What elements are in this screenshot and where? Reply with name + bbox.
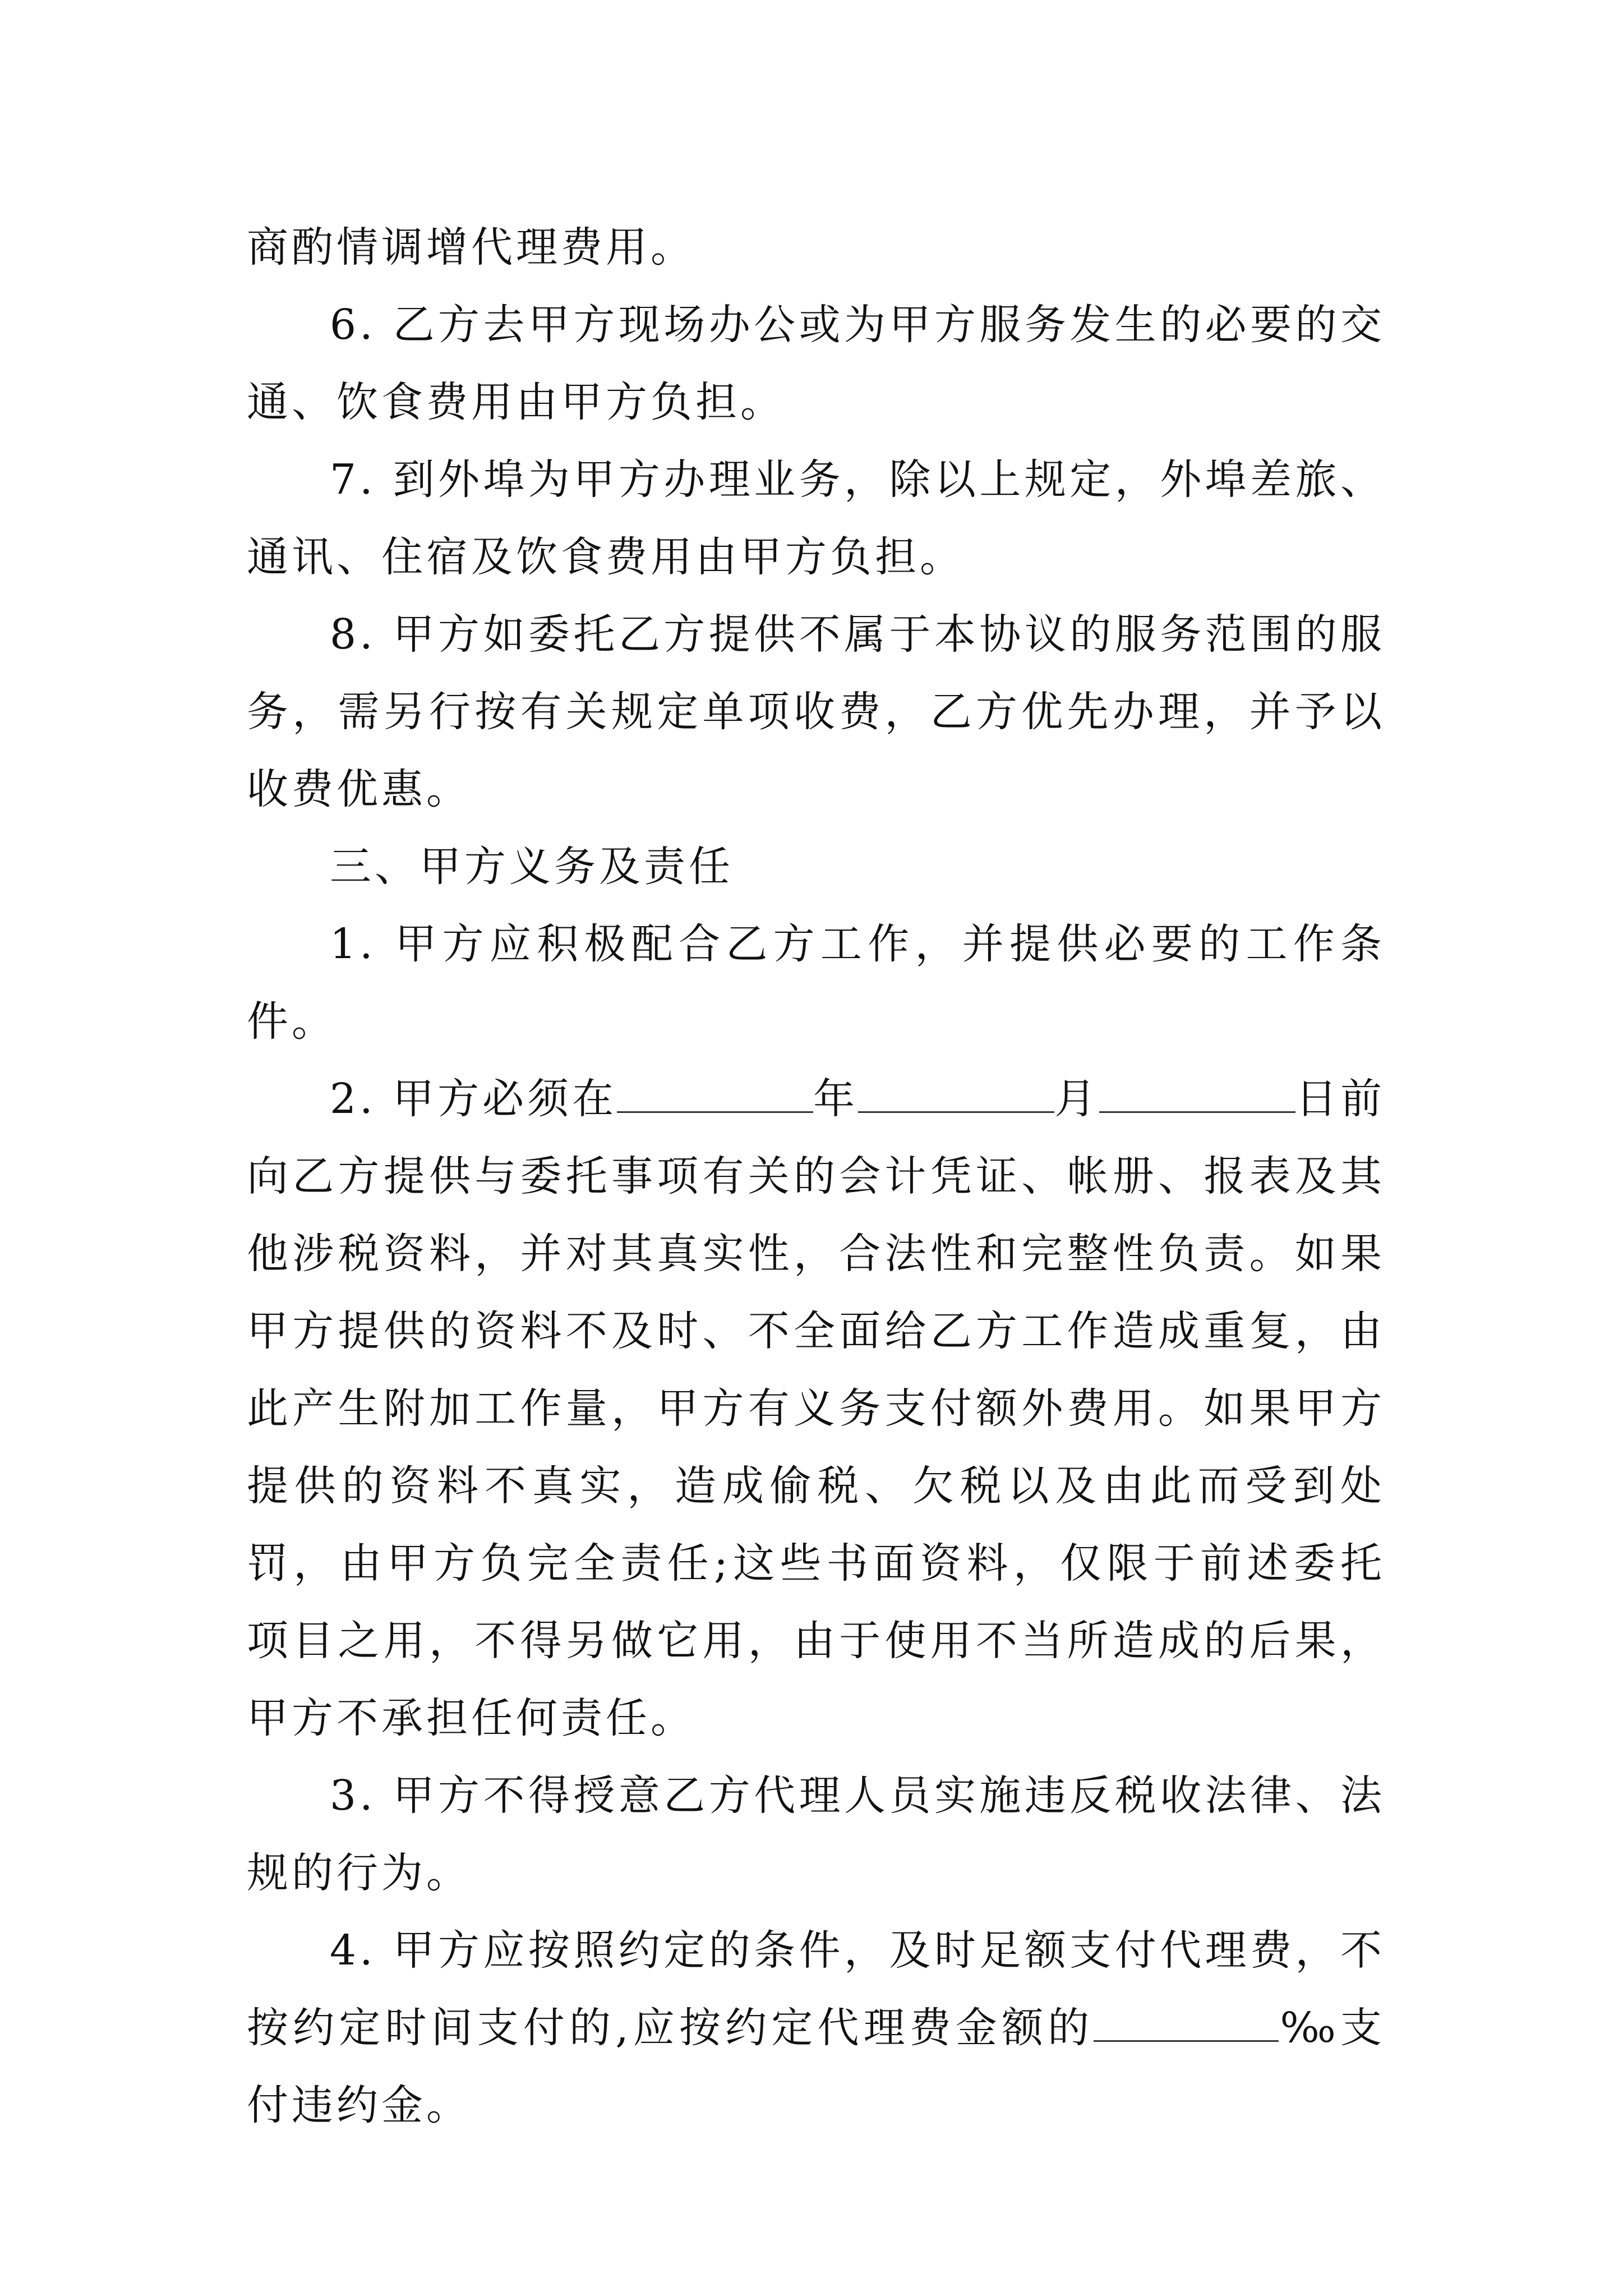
item-4-suffix: ‰支付违约金。	[247, 2004, 1385, 2129]
document-body	[247, 209, 1385, 2144]
paragraph-continuation: 商酌情调增代理费用。	[247, 223, 695, 272]
day-label: 日前	[1295, 1075, 1386, 1123]
section3-item-2-body: 向乙方提供与委托事项有关的会计凭证、帐册、报表及其他涉税资料，并对其真实性，合法性和完整性负责。如果甲方提供的资料不及时、不全面给乙方工作造成重复，由此产生附加工作量，甲方有义务支付额外费用。如果甲方提供的资料不真实，造成偷税、欠税以及由此而受到处罚，由甲方负完全责任;这些书面资料，仅限于前述委托项目之用，不得另做它用，由于使用不当所造成的后果，甲方不承担任何责任。	[247, 1152, 1385, 1742]
month-label: 月	[1054, 1075, 1100, 1123]
item-2-prefix: 2. 甲方必须在	[330, 1075, 617, 1123]
section3-item-3: 3. 甲方不得授意乙方代理人员实施违反税收法律、法规的行为。	[247, 1772, 1385, 1897]
paragraph-item-7: 7. 到外埠为甲方办理业务，除以上规定，外埠差旅、通讯、住宿及饮食费用由甲方负担。	[247, 455, 1385, 581]
paragraph-item-6: 6. 乙方去甲方现场办公或为甲方服务发生的必要的交通、饮食费用由甲方负担。	[247, 301, 1385, 426]
section-heading-3: 三、甲方义务及责任	[330, 843, 734, 891]
month-blank	[858, 1072, 1054, 1113]
section3-item-1: 1. 甲方应积极配合乙方工作，并提供必要的工作条件。	[247, 920, 1385, 1046]
item-4-prefix: 4. 甲方应按照约定的条件，及时足额支付代理费，不按约定时间支付的,应按约定代理费金额的	[247, 1926, 1385, 2052]
year-blank	[617, 1072, 813, 1113]
year-label: 年	[813, 1075, 859, 1123]
section3-item-4	[247, 1912, 1385, 2144]
rate-blank	[1094, 2001, 1279, 2042]
section3-item-2-date-line	[247, 1060, 1385, 1138]
paragraph-item-8: 8. 甲方如委托乙方提供不属于本协议的服务范围的服务，需另行按有关规定单项收费，乙方优先办理，并予以收费优惠。	[247, 610, 1385, 813]
day-blank	[1099, 1072, 1295, 1113]
